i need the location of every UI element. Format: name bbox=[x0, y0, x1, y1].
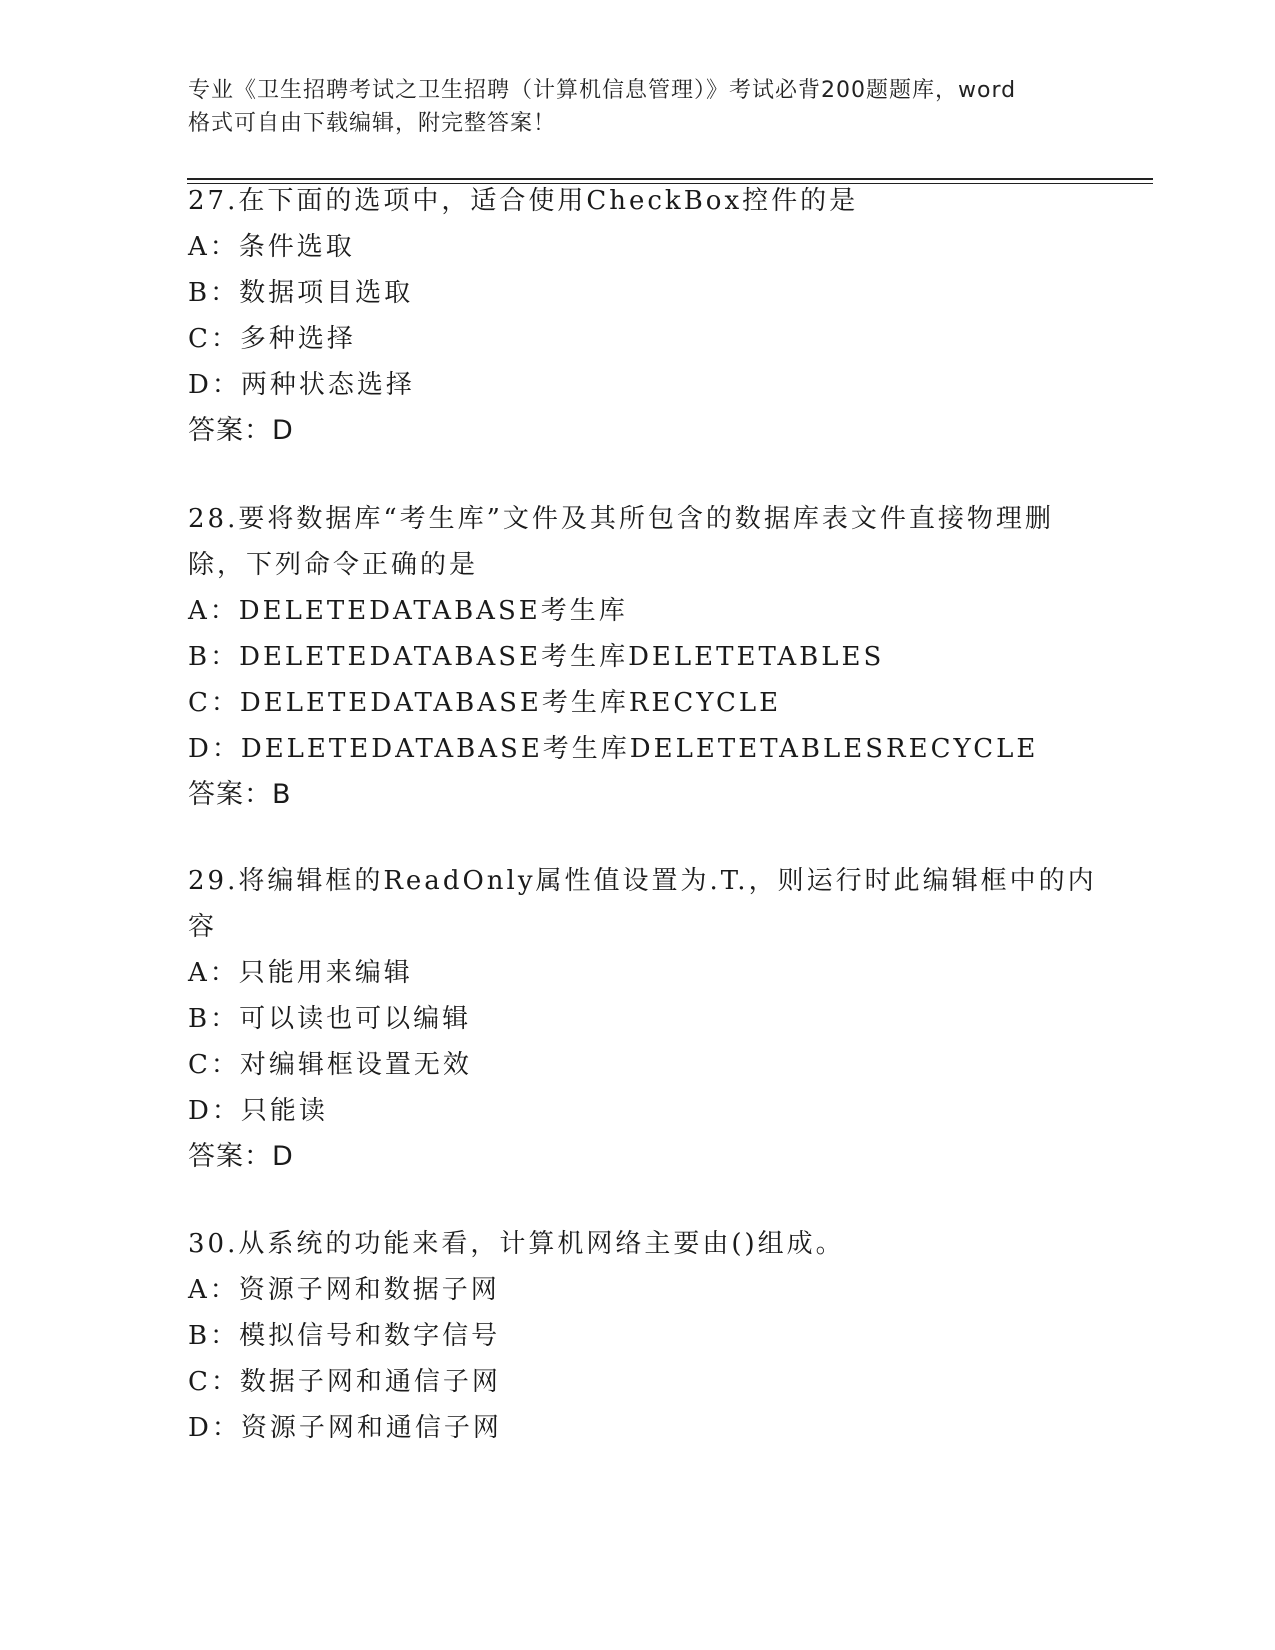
option-a: A：只能用来编辑 bbox=[188, 958, 413, 988]
answer-label: 答案：B bbox=[188, 779, 292, 810]
answer-label: 答案：D bbox=[188, 1141, 294, 1172]
option-b: B：DELETEDATABASE考生库DELETETABLES bbox=[188, 642, 885, 672]
option-d: D：两种状态选择 bbox=[188, 370, 415, 400]
option-a: A：资源子网和数据子网 bbox=[188, 1275, 500, 1305]
option-a: A：DELETEDATABASE考生库 bbox=[188, 596, 628, 626]
option-d: D：资源子网和通信子网 bbox=[188, 1413, 502, 1443]
option-c: C：多种选择 bbox=[188, 324, 356, 354]
answer-label: 答案：D bbox=[188, 415, 294, 446]
question-29 bbox=[188, 858, 1097, 1180]
question-27 bbox=[188, 178, 1088, 454]
option-c: C：DELETEDATABASE考生库RECYCLE bbox=[188, 688, 782, 718]
option-c: C：数据子网和通信子网 bbox=[188, 1367, 501, 1397]
question-stem-continued: 除，下列命令正确的是 bbox=[188, 550, 479, 580]
option-b: B：模拟信号和数字信号 bbox=[188, 1321, 501, 1351]
question-stem: 30.从系统的功能来看，计算机网络主要由()组成。 bbox=[188, 1229, 845, 1259]
question-stem-continued: 容 bbox=[188, 912, 218, 942]
option-d: D：DELETEDATABASE考生库DELETETABLESRECYCLE bbox=[188, 734, 1039, 764]
question-30 bbox=[188, 1221, 1088, 1451]
option-d: D：只能读 bbox=[188, 1096, 328, 1126]
header-line-1: 专业《卫生招聘考试之卫生招聘（计算机信息管理）》考试必背200题题库，word bbox=[188, 78, 1017, 103]
option-b: B：可以读也可以编辑 bbox=[188, 1004, 472, 1034]
question-stem: 29.将编辑框的ReadOnly属性值设置为.T.，则运行时此编辑框中的内 bbox=[188, 866, 1097, 896]
header-line-2: 格式可自由下载编辑，附完整答案！ bbox=[188, 111, 557, 136]
question-stem: 28.要将数据库“考生库”文件及其所包含的数据库表文件直接物理删 bbox=[188, 504, 1054, 534]
option-b: B：数据项目选取 bbox=[188, 278, 414, 308]
option-a: A：条件选取 bbox=[188, 232, 355, 262]
document-header bbox=[188, 74, 1088, 140]
question-stem: 27.在下面的选项中，适合使用CheckBox控件的是 bbox=[188, 186, 859, 216]
question-28 bbox=[188, 496, 1088, 818]
option-c: C：对编辑框设置无效 bbox=[188, 1050, 472, 1080]
